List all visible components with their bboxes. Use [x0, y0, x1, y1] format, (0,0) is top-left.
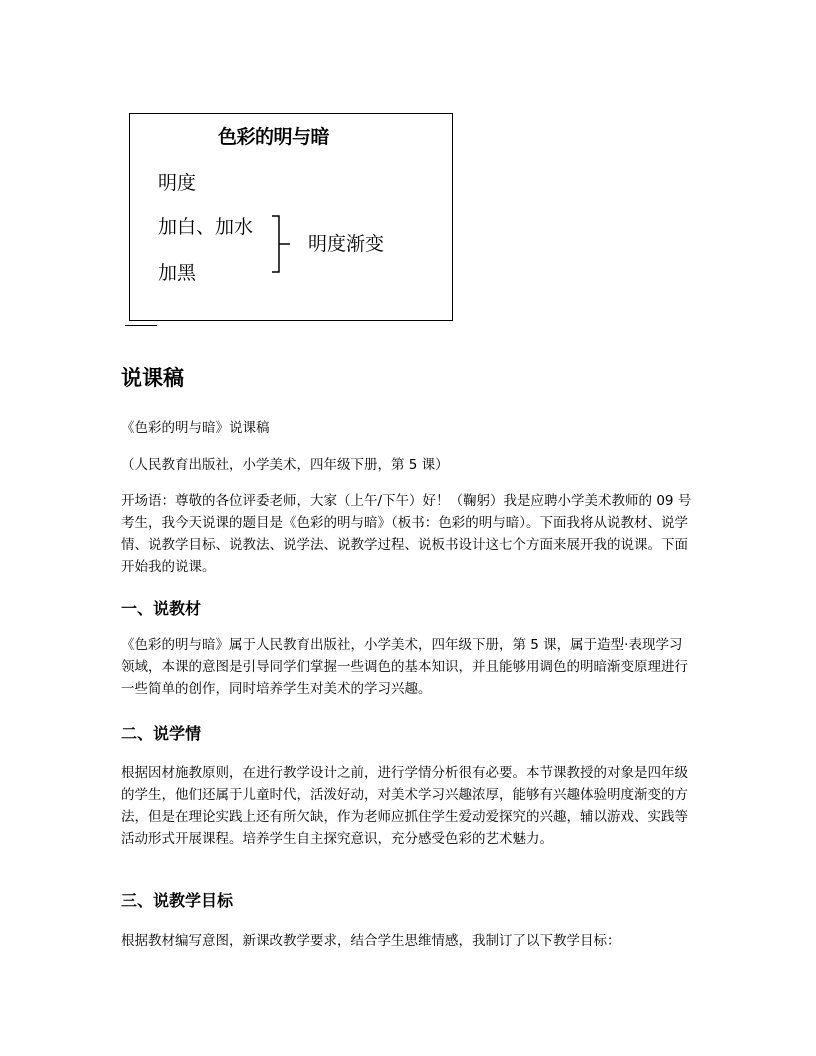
lesson-subtitle: 《色彩的明与暗》说课稿: [121, 420, 270, 436]
board-item-gradient: 明度渐变: [308, 233, 385, 255]
section-body-learners: 根据因材施教原则，在进行教学设计之前，进行学情分析很有必要。本节课教授的对象是四年级的学生，他们还属于儿童时代，活泼好动，对美术学习兴趣浓厚，能够有兴趣体验明度渐变的方法，但是在理论实践上还有所欠缺，作为老师应抓住学生爱动爱探究的兴趣，辅以游戏、实践等活动形式开展课程。培养学生自主探究意识，充分感受色彩的艺术魅力。: [121, 765, 688, 847]
opening-paragraph: 开场语：尊敬的各位评委老师，大家（上午/下午）好！（鞠躬）我是应聘小学美术教师的 09 号考生，我今天说课的题目是《色彩的明与暗》（板书：色彩的明与暗）。下面我将从说教材、说学情、说教学目标、说教法、说学法、说教学过程、说板书设计这七个方面来展开我的说课。下面开始我的说课。: [121, 493, 692, 575]
board-item-add-white-water: 加白、加水: [158, 216, 254, 238]
section-heading-learners: 二、说学情: [121, 724, 202, 743]
divider: [125, 325, 157, 326]
board-title: 色彩的明与暗: [218, 126, 330, 148]
board-item-brightness: 明度: [158, 172, 197, 194]
section-heading-textbook: 一、说教材: [121, 599, 202, 618]
brace-icon: [270, 214, 294, 276]
page-title: 说课稿: [121, 366, 184, 390]
publisher-line: （人民教育出版社，小学美术，四年级下册，第 5 课）: [121, 457, 449, 473]
board-item-add-black: 加黑: [158, 262, 197, 284]
section-body-objectives: 根据教材编写意图，新课改教学要求，结合学生思维情感，我制订了以下教学目标：: [121, 933, 621, 949]
section-heading-objectives: 三、说教学目标: [121, 891, 234, 910]
section-body-textbook: 《色彩的明与暗》属于人民教育出版社，小学美术，四年级下册，第 5 课，属于造型·表现学习领域，本课的意图是引导同学们掌握一些调色的基本知识，并且能够用调色的明暗渐变原理进行一些简单的创作，同时培养学生对美术的学习兴趣。: [121, 637, 688, 697]
blackboard-design-box: [129, 113, 453, 321]
